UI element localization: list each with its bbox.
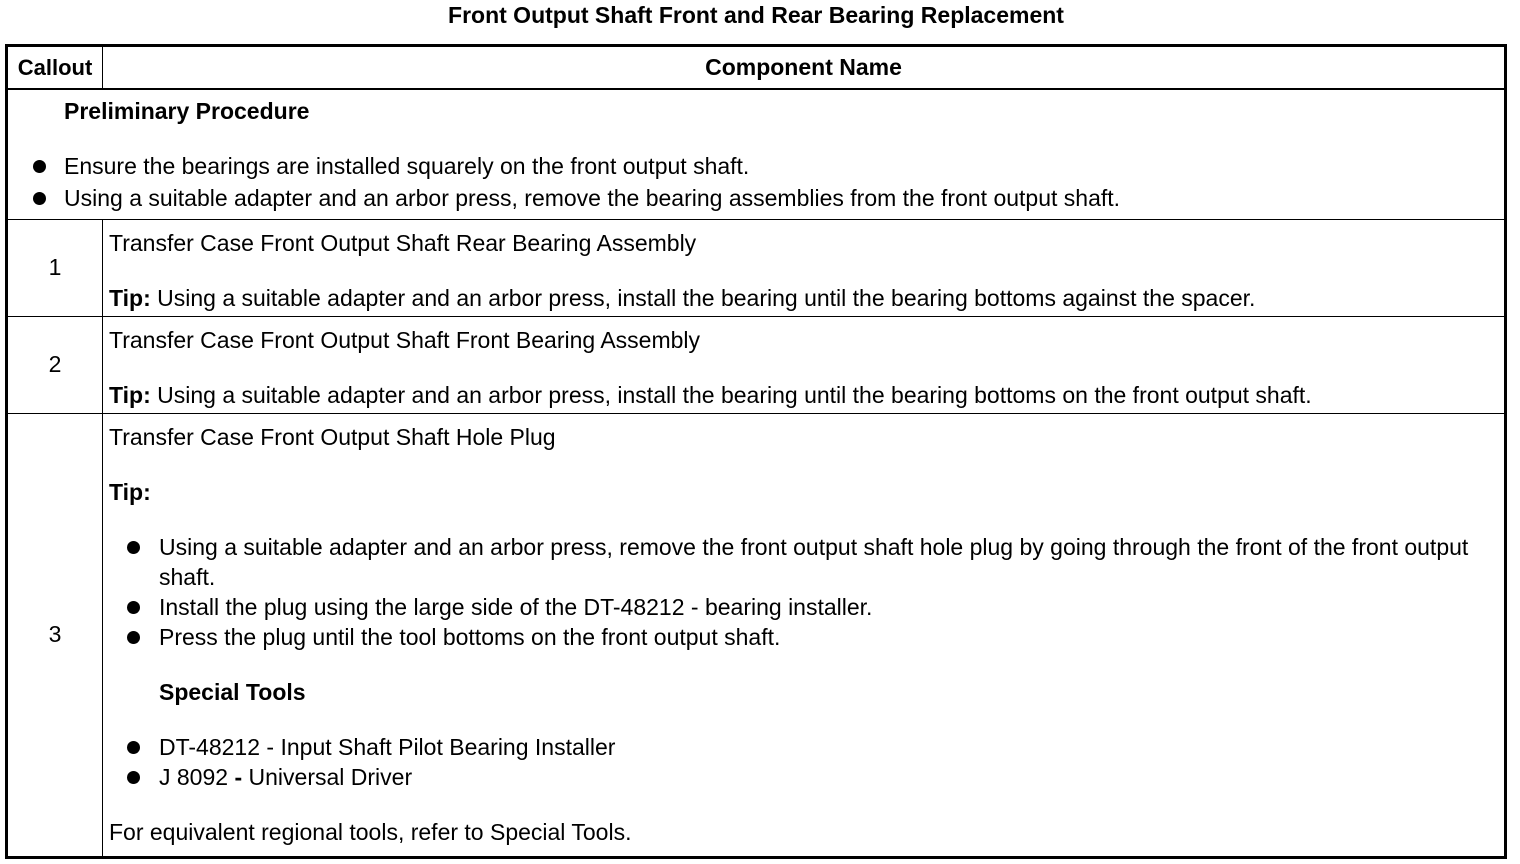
callout-number: 3 <box>7 413 103 858</box>
tip-label: Tip: <box>109 478 151 505</box>
preliminary-cell <box>7 89 1506 219</box>
bullet-icon <box>127 771 140 784</box>
callout-number: 1 <box>7 219 103 316</box>
tip-list <box>109 532 1504 652</box>
tool-code: J 8092 <box>159 763 229 790</box>
list-item <box>109 592 1504 622</box>
page-title: Front Output Shaft Front and Rear Bearing Replacement <box>448 2 1064 28</box>
preliminary-item-text: Ensure the bearings are installed squarely on the front output shaft. <box>64 153 750 179</box>
component-cell <box>103 413 1506 858</box>
tip-line <box>109 283 1504 313</box>
preliminary-heading: Preliminary Procedure <box>64 98 310 124</box>
list-item <box>109 622 1504 652</box>
callout-number: 2 <box>7 316 103 413</box>
list-item <box>109 532 1504 592</box>
list-item <box>109 762 1504 792</box>
preliminary-list <box>8 150 1504 214</box>
tip-label: Tip: <box>109 381 151 408</box>
callout-header: Callout <box>7 46 103 90</box>
table-row <box>7 413 1506 858</box>
tool-separator: - <box>260 733 281 760</box>
tip-text: Using a suitable adapter and an arbor press, install the bearing until the bearing bottoms on the front output shaft. <box>150 381 1312 408</box>
list-item <box>8 182 1504 214</box>
table-row <box>7 219 1506 316</box>
tool-code: DT-48212 <box>159 733 261 760</box>
tool-description: Universal Driver <box>248 763 413 790</box>
bullet-icon <box>127 601 140 614</box>
preliminary-row <box>7 89 1506 219</box>
tip-item-text: Install the plug using the large side of the DT-48212 - bearing installer. <box>159 593 873 620</box>
special-tools-heading: Special Tools <box>159 678 306 705</box>
preliminary-item-text: Using a suitable adapter and an arbor press, remove the bearing assemblies from the front output shaft. <box>64 185 1121 211</box>
component-name-header: Component Name <box>103 46 1506 90</box>
tool-description: Input Shaft Pilot Bearing Installer <box>280 733 616 760</box>
tip-text: Using a suitable adapter and an arbor press, install the bearing until the bearing bottoms against the spacer. <box>150 284 1256 311</box>
list-item <box>8 150 1504 182</box>
list-item <box>109 732 1504 762</box>
tip-label: Tip: <box>109 284 151 311</box>
tip-item-text: Using a suitable adapter and an arbor press, remove the front output shaft hole plug by going through the front of the front output shaft. <box>159 533 1469 590</box>
table-header-row <box>7 46 1506 90</box>
tool-separator: - <box>228 763 249 790</box>
component-table <box>5 44 1507 859</box>
tip-item-text: Press the plug until the tool bottoms on the front output shaft. <box>159 623 781 650</box>
component-name: Transfer Case Front Output Shaft Front Bearing Assembly <box>109 326 701 353</box>
bullet-icon <box>127 631 140 644</box>
bullet-icon <box>127 541 140 554</box>
component-cell <box>103 316 1506 413</box>
regional-tools-note: For equivalent regional tools, refer to Special Tools. <box>109 818 632 845</box>
component-cell <box>103 219 1506 316</box>
bullet-icon <box>33 192 46 205</box>
special-tools-list <box>109 732 1504 792</box>
table-row <box>7 316 1506 413</box>
bullet-icon <box>33 160 46 173</box>
bullet-icon <box>127 741 140 754</box>
component-name: Transfer Case Front Output Shaft Hole Plug <box>109 423 556 450</box>
component-name: Transfer Case Front Output Shaft Rear Bearing Assembly <box>109 229 697 256</box>
tip-line <box>109 380 1504 410</box>
